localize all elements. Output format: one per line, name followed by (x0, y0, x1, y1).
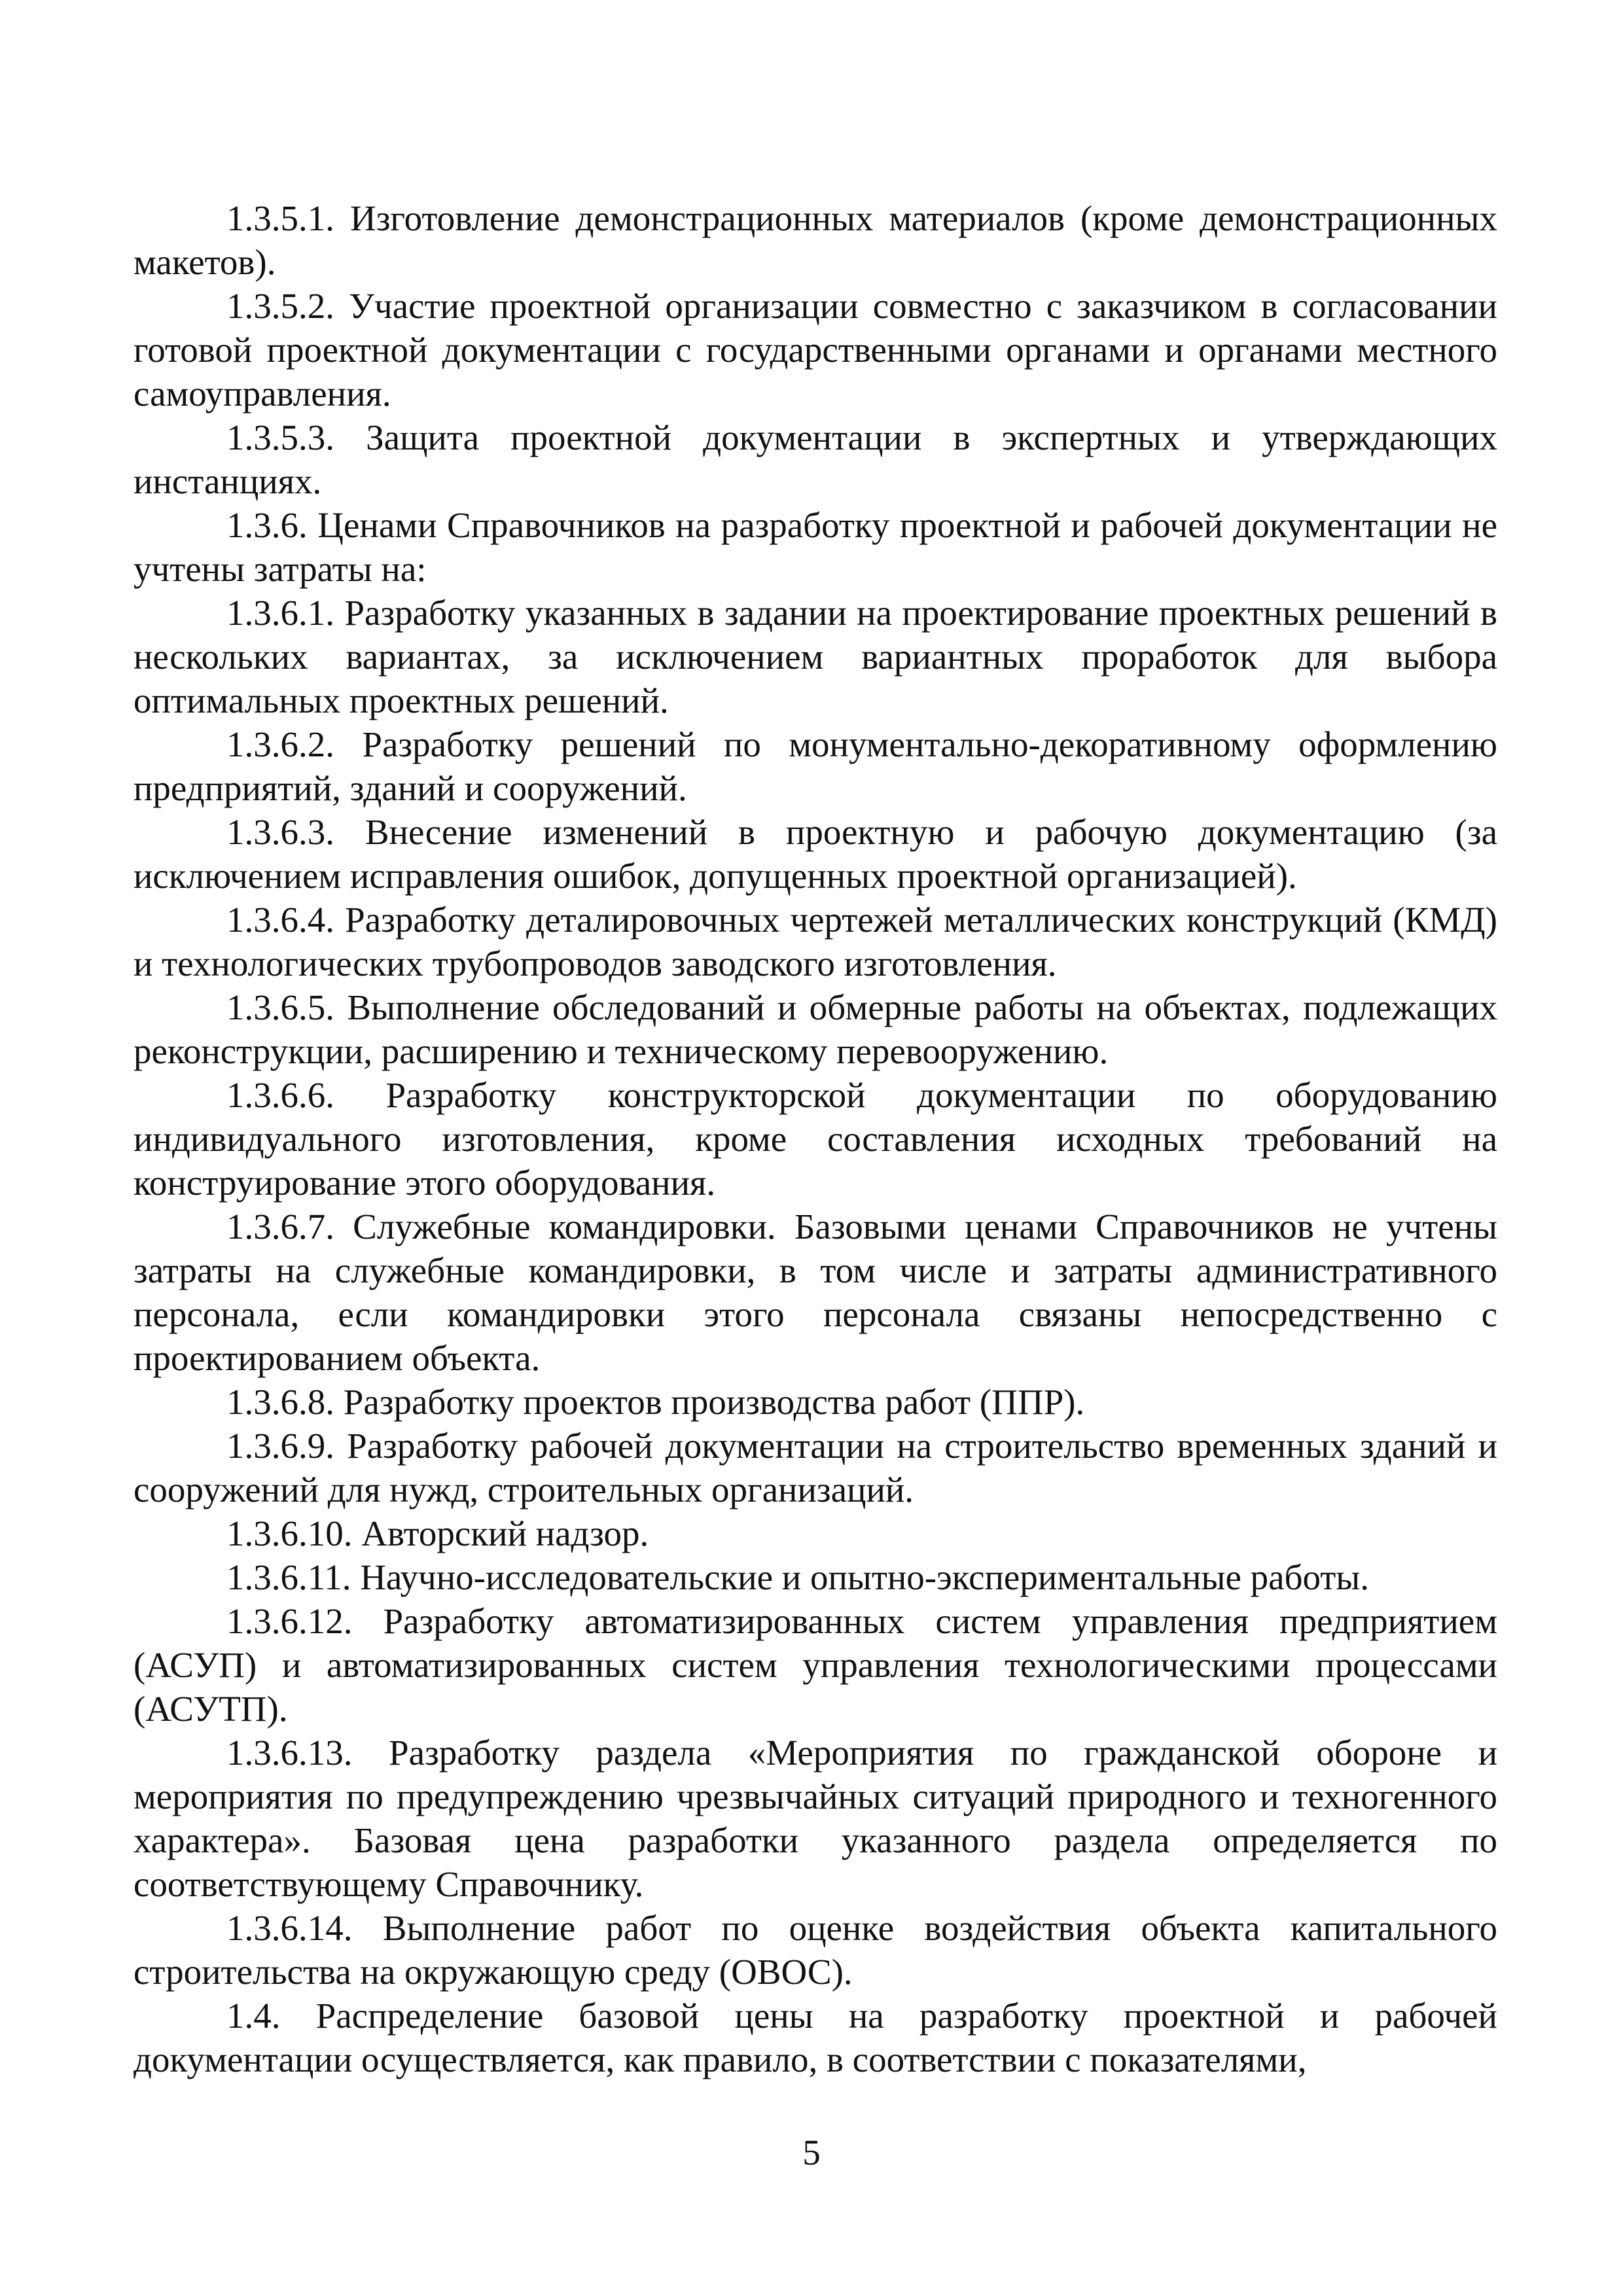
paragraph-1-3-5-2: 1.3.5.2. Участие проектной организации совместно с заказчиком в согласовании готовой проектной документации с государственными органами и органами местного самоуправления. (134, 286, 1497, 414)
paragraph-1-3-6-5: 1.3.6.5. Выполнение обследований и обмерные работы на объектах, подлежащих реконструкции, расширению и техническому перевооружению. (134, 987, 1497, 1071)
paragraph-1-3-6-7: 1.3.6.7. Служебные командировки. Базовыми ценами Справочников не учтены затраты на служебные командировки, в том числе и затраты административного персонала, если командировки этого персонала связаны непосредственно с проектированием объекта. (134, 1207, 1497, 1378)
paragraph-1-3-6-13: 1.3.6.13. Разработку раздела «Мероприятия по гражданской обороне и мероприятия по предупреждению чрезвычайных ситуаций природного и техногенного характера». Базовая цена разработки указанного раздела определяется по соответствующему Справочнику. (134, 1733, 1497, 1904)
paragraph-1-3-6-12: 1.3.6.12. Разработку автоматизированных систем управления предприятием (АСУП) и автоматизированных систем управления технологическими процессами (АСУТП). (134, 1601, 1497, 1729)
paragraph-1-3-6-14: 1.3.6.14. Выполнение работ по оценке воздействия объекта капитального строительства на окружающую среду (ОВОС). (134, 1908, 1497, 1992)
paragraph-1-3-6-8: 1.3.6.8. Разработку проектов производства работ (ППР). (226, 1382, 1085, 1422)
paragraph-1-3-6-2: 1.3.6.2. Разработку решений по монументально-декоративному оформлению предприятий, зданий и сооружений. (134, 724, 1497, 808)
paragraph-1-3-6-6: 1.3.6.6. Разработку конструкторской документации по оборудованию индивидуального изготовления, кроме составления исходных требований на конструирование этого оборудования. (134, 1075, 1497, 1203)
paragraph-1-4: 1.4. Распределение базовой цены на разработку проектной и рабочей документации осуществляется, как правило, в соответствии с показателями, (134, 1996, 1497, 2079)
paragraph-1-3-6-1: 1.3.6.1. Разработку указанных в задании на проектирование проектных решений в нескольких вариантах, за исключением вариантных проработок для выбора оптимальных проектных решений. (134, 593, 1497, 720)
paragraph-1-3-5-3: 1.3.5.3. Защита проектной документации в экспертных и утверждающих инстанциях. (134, 417, 1497, 501)
page-number: 5 (802, 2132, 821, 2172)
paragraph-1-3-6-4: 1.3.6.4. Разработку деталировочных чертежей металлических конструкций (КМД) и технологических трубопроводов заводского изготовления. (134, 900, 1497, 983)
paragraph-1-3-6-10: 1.3.6.10. Авторский надзор. (226, 1513, 649, 1553)
document-body (134, 196, 1497, 2081)
paragraph-1-3-6: 1.3.6. Ценами Справочников на разработку проектной и рабочей документации не учтены затраты на: (134, 505, 1497, 589)
paragraph-1-3-5-1: 1.3.5.1. Изготовление демонстрационных материалов (кроме демонстрационных макетов). (134, 198, 1497, 282)
paragraph-1-3-6-11: 1.3.6.11. Научно-исследовательские и опытно-экспериментальные работы. (226, 1557, 1370, 1597)
paragraph-1-3-6-3: 1.3.6.3. Внесение изменений в проектную и рабочую документацию (за исключением исправления ошибок, допущенных проектной организацией). (134, 812, 1497, 896)
paragraph-1-3-6-9: 1.3.6.9. Разработку рабочей документации на строительство временных зданий и сооружений для нужд, строительных организаций. (134, 1426, 1497, 1510)
